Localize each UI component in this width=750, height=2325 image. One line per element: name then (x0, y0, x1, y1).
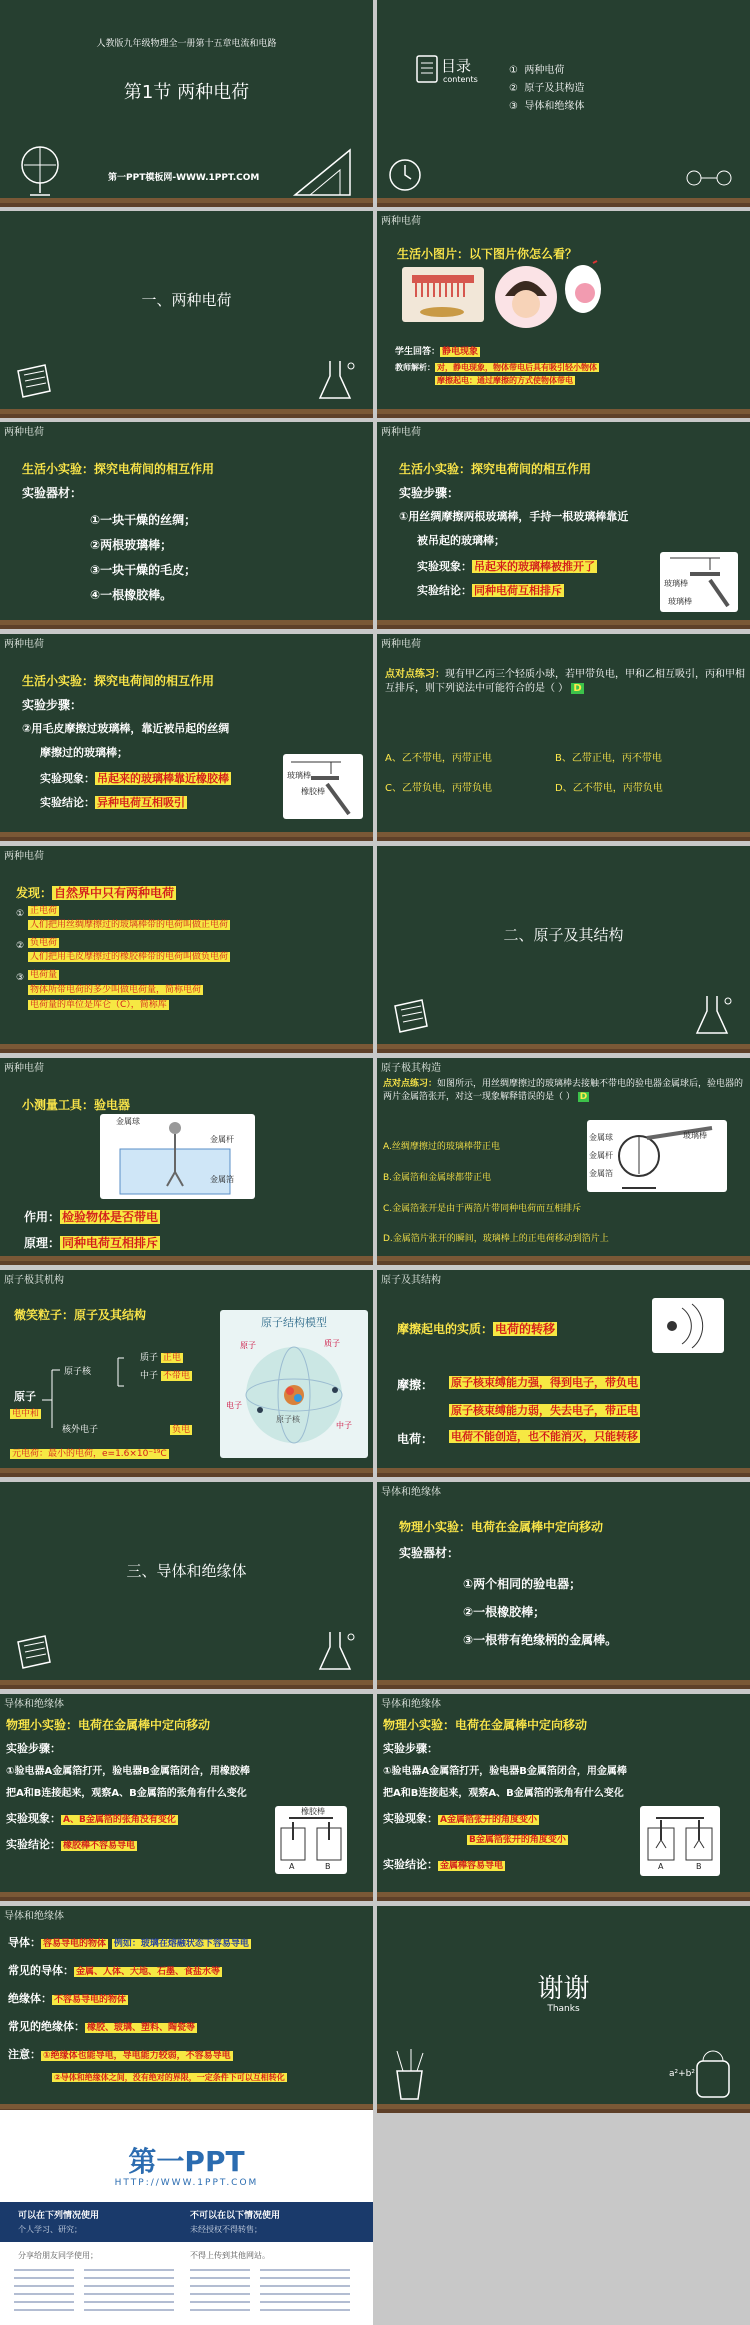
experiment-title: 物理小实验：电荷在金属棒中定向移动 (399, 1520, 604, 1534)
thanks-subtitle: Thanks (547, 2004, 580, 2014)
note-row: 注意： ①绝缘体也能导电，导电能力较弱，不容易导电 (8, 2048, 231, 2061)
svg-text:a²+b²: a²+b² (669, 2069, 695, 2079)
option-a[interactable]: A、乙不带电，丙带正电 (385, 753, 492, 764)
quiz-answer: D (573, 683, 582, 694)
question-title: 生活小图片：以下图片你怎么看？ (397, 247, 578, 261)
rub-label: 摩擦： (397, 1378, 434, 1392)
slide-9-discovery[interactable]: 两种电荷 发现： 自然界中只有两种电荷 ① 正电荷 人们把用丝绸摩擦过的玻璃棒带的电荷叫做正电荷 ② 负电荷 人们把用毛皮摩擦过的橡胶棒带的电荷叫做负电荷 ③ 电荷量 物体所带电荷的多少叫做电荷量，简称电荷 电荷量的单位是库仑（C），简称库 (0, 846, 373, 1053)
conclusion-row: 实验结论： 同种电荷互相排斥 (417, 584, 562, 597)
slide-tag: 导体和绝缘体 (381, 1487, 441, 1498)
slide-13-atom[interactable] (0, 1270, 373, 1477)
insulator-row: 绝缘体： 不容易导电的物体 (8, 1992, 127, 2005)
option-b[interactable]: B.金属箔和金属球都带正电 (383, 1173, 492, 1183)
slide-tag: 两种电荷 (381, 639, 421, 650)
toc-subtitle: contents (443, 75, 478, 84)
comb-photo (402, 267, 484, 322)
atom-label: 原子 (14, 1390, 36, 1403)
slide-16-materials[interactable] (377, 1482, 750, 1689)
electron-charge: 负电 (172, 1425, 191, 1435)
notebook-icon (10, 1632, 55, 1677)
atom-tree-lines (40, 1348, 140, 1428)
slide-tag: 导体和绝缘体 (4, 1699, 64, 1710)
principle-row: 原理： 同种电荷互相排斥 (24, 1236, 159, 1250)
common-insulators-row: 常见的绝缘体： 橡胶、玻璃、塑料、陶瓷等 (8, 2020, 196, 2033)
slide-10-section[interactable] (377, 846, 750, 1053)
slide-20-thanks[interactable] (377, 1906, 750, 2113)
footer-panel: 第一PPT HTTP://WWW.1PPT.COM 可以在下列情况使用 个人学习、研究； 不可以在以下情况使用 未经授权不得转售； 分享给朋友同学使用； 不得上传到其他网站。 (0, 2110, 373, 2325)
option-d[interactable]: D.金属箔片张开的瞬间，玻璃棒上的正电荷移动到箔片上 (383, 1234, 609, 1244)
function-row: 作用： 检验物体是否带电 (24, 1210, 159, 1224)
section-title: 二、原子及其结构 (503, 926, 624, 944)
pink-balloon-icon (563, 259, 605, 321)
step-1: ①验电器A金属箔打开，验电器B金属箔闭合，用金属棒 (383, 1766, 627, 1777)
charge-conservation: 电荷不能创造，也不能消灭，只能转移 (451, 1430, 638, 1443)
elementary-charge: 元电荷：最小的电荷，e=1.6×10⁻¹⁹C (12, 1449, 167, 1459)
step-2: ②用毛皮摩擦过玻璃棒，靠近被吊起的丝绸 (22, 722, 230, 735)
slide-8-quiz[interactable] (377, 634, 750, 841)
essence-row: 摩擦起电的实质： 电荷的转移 (397, 1322, 556, 1336)
negative-charge: 负电荷 人们把用毛皮摩擦过的橡胶棒带的电荷叫做负电荷 (30, 938, 229, 962)
electroscope-pair-figure: 橡胶棒 A B (275, 1806, 347, 1874)
conductor-row: 导体： 容易导电的物体 例如：玻璃在熔融状态下容易导电 (8, 1936, 249, 1949)
quiz-options (385, 744, 747, 804)
slide-6-repulsion[interactable] (377, 422, 750, 629)
step-1: ①验电器A金属箔打开，验电器B金属箔闭合，用橡胶棒 (6, 1766, 250, 1777)
charge-quantity: 电荷量 物体所带电荷的多少叫做电荷量，简称电荷 电荷量的单位是库仑（C），简称库 (30, 970, 202, 1010)
phenomenon-row: 实验现象： 吊起来的玻璃棒被推开了 (417, 560, 595, 573)
phenomenon-row: 实验现象： 吊起来的玻璃棒靠近橡胶棒 (40, 772, 229, 785)
electroscope-figure: 金属球 金属杆 金属箔 (100, 1114, 255, 1199)
nucleus-label: 原子核 (64, 1367, 92, 1377)
materials-list: ①一块干燥的丝绸； ②两根玻璃棒； ③一块干燥的毛皮； ④一根橡胶棒。 (90, 513, 197, 602)
rub-lose: 原子核束缚能力弱，失去电子，带正电 (451, 1404, 638, 1417)
experiment-title: 生活小实验：探究电荷间的相互作用 (22, 674, 215, 688)
slide-15-section[interactable] (0, 1482, 373, 1689)
slide-2-toc[interactable] (377, 0, 750, 207)
materials-label: 实验器材： (22, 486, 83, 500)
experiment-title: 物理小实验：电荷在金属棒中定向移动 (383, 1718, 588, 1732)
note-row-2: ②导体和绝缘体之间，没有绝对的界限，一定条件下可以互相转化 (54, 2073, 285, 2082)
slide-tag: 两种电荷 (4, 851, 44, 862)
option-c[interactable]: C.金属箔张开是由于两箔片带同种电荷而互相排斥 (383, 1204, 582, 1214)
option-c[interactable]: C、乙带负电，丙带负电 (385, 783, 492, 794)
backpack-icon (667, 2046, 737, 2101)
option-a[interactable]: A.丝绸摩擦过的玻璃棒带正电 (383, 1142, 500, 1152)
phenomenon-row: 实验现象： A金属箔张开的角度变小 (383, 1812, 537, 1825)
slide-4-pictures[interactable] (377, 211, 750, 418)
site-footer: 第一PPT模板网-WWW.1PPT.COM (108, 173, 260, 183)
toc-list (509, 62, 584, 116)
slide-tag: 导体和绝缘体 (381, 1699, 441, 1710)
triangle-ruler-icon (290, 140, 360, 200)
toc-item-3[interactable]: ③ 导体和绝缘体 (509, 101, 585, 112)
quiz-question: 点对点练习：如图所示，用丝绸摩擦过的玻璃棒去接触不带电的验电器金属球后，验电器的两片金属箔张开，对这一现象解释错误的是（ ） D (383, 1079, 744, 1102)
child-hair-photo (495, 266, 557, 328)
neutron-row: 中子 不带电 (140, 1371, 190, 1381)
steps-label: 实验步骤： (6, 1742, 61, 1755)
step-1b: 把A和B连接起来，观察A、B金属箔的张角有什么变化 (383, 1788, 624, 1799)
flask-icon (315, 356, 360, 406)
alarm-clock-icon (385, 150, 425, 195)
slide-5-materials[interactable] (0, 422, 373, 629)
flask-icon (315, 1627, 360, 1677)
quiz-answer: D (579, 1092, 588, 1102)
atom-neutral: 电中和 (12, 1409, 40, 1419)
slide-19-conductors[interactable] (0, 1906, 373, 2113)
slide-11-electroscope[interactable] (0, 1058, 373, 1265)
slide-tag: 原子极其机构 (4, 1275, 64, 1286)
license-header: 可以在下列情况使用 个人学习、研究； 不可以在以下情况使用 未经授权不得转售； (0, 2202, 373, 2242)
slide-tag: 两种电荷 (381, 427, 421, 438)
answer-value: 静电现象 (442, 347, 479, 357)
steps-label: 实验步骤： (383, 1742, 438, 1755)
steps-label: 实验步骤： (22, 698, 83, 712)
quiz-question: 点对点练习：现有甲乙丙三个轻质小球，若甲带负电，甲和乙相互吸引，丙和甲相互排斥，则下列说法中可能符合的是（ ） D (385, 669, 745, 694)
slide-12-quiz[interactable] (377, 1058, 750, 1265)
slide-18-metal-rod[interactable] (377, 1694, 750, 1901)
slide-tag: 原子及其结构 (381, 1275, 441, 1286)
slide-tag: 两种电荷 (4, 639, 44, 650)
answer-row: 学生回答： 静电现象 (395, 347, 479, 357)
electroscope-figure: 玻璃棒 金属球 金属杆 金属箔 (587, 1120, 727, 1192)
electroscope-pair-figure: A B (640, 1806, 720, 1876)
experiment-title: 生活小实验：探究电荷间的相互作用 (399, 462, 592, 476)
common-conductors-row: 常见的导体： 金属、人体、大地、石墨、食盐水等 (8, 1964, 221, 1977)
flask-icon (692, 991, 737, 1041)
atom-model-figure: 原子结构模型 质子 原子 原子核 中子 电子 (220, 1310, 368, 1458)
slide-17-rubber-rod[interactable] (0, 1694, 373, 1901)
slide-14-friction[interactable] (377, 1270, 750, 1477)
experiment-title: 生活小实验：探究电荷间的相互作用 (22, 462, 215, 476)
slide-3-section[interactable] (0, 211, 373, 418)
course-header: 人教版九年级物理全一册第十五章电流和电路 (96, 39, 277, 49)
notebook-icon (387, 996, 432, 1041)
notebook-icon (10, 361, 55, 406)
step-1: ①用丝绸摩擦两根玻璃棒，手持一根玻璃棒靠近 (399, 510, 629, 523)
slide-tag: 原子极其构造 (381, 1063, 441, 1074)
conclusion-row: 实验结论： 橡胶棒不容易导电 (6, 1838, 136, 1851)
step-1b: 把A和B连接起来，观察A、B金属箔的张角有什么变化 (6, 1788, 247, 1799)
atom-title: 微笑粒子：原子及其结构 (14, 1308, 147, 1322)
thanks-title: 谢谢 (537, 1974, 590, 2004)
slide-1-cover[interactable] (0, 0, 373, 207)
conclusion-row: 实验结论： 金属棒容易导电 (383, 1858, 504, 1871)
explain-row: 教师解析： 对，静电现象，物体带电后具有吸引轻小物体 摩擦起电：通过摩擦的方式使物体带电 (395, 363, 597, 385)
steps-label: 实验步骤： (399, 486, 460, 500)
brand-url[interactable]: HTTP://WWW.1PPT.COM (114, 2178, 259, 2188)
materials-label: 实验器材： (399, 1546, 460, 1560)
brand-logo: 第一PPT (128, 2145, 245, 2178)
document-icon (415, 54, 439, 84)
conclusion-row: 实验结论： 异种电荷互相吸引 (40, 796, 185, 809)
slide-tag: 两种电荷 (381, 216, 421, 227)
step-1b: 被吊起的玻璃棒； (417, 534, 505, 547)
toc-item-1[interactable]: ① 两种电荷 (509, 65, 565, 76)
globe-icon (12, 140, 72, 200)
electron-label: 核外电子 (62, 1425, 99, 1435)
charge-label: 电荷： (397, 1432, 434, 1446)
option-d[interactable]: D、乙不带电，丙带负电 (555, 783, 663, 794)
section-title: 一、两种电荷 (141, 291, 232, 309)
positive-charge: 正电荷 人们把用丝绸摩擦过的玻璃棒带的电荷叫做正电荷 (30, 906, 229, 930)
toc-item-2[interactable]: ② 原子及其构造 (509, 83, 585, 94)
slide-tag: 两种电荷 (4, 427, 44, 438)
step-2b: 摩擦过的玻璃棒； (40, 746, 128, 759)
materials-list: ①两个相同的验电器； ②一根橡胶棒； ③一根带有绝缘柄的金属棒。 (463, 1577, 618, 1647)
tool-title: 小测量工具：验电器 (22, 1098, 131, 1112)
slide-tag: 导体和绝缘体 (4, 1911, 64, 1922)
slide-tag: 两种电荷 (4, 1063, 44, 1074)
slide-title: 第1节 两种电荷 (123, 82, 250, 103)
section-title: 三、导体和绝缘体 (126, 1562, 247, 1580)
slide-7-attraction[interactable] (0, 634, 373, 841)
experiment-figure: 玻璃棒 橡胶棒 (283, 754, 363, 819)
electron-orbit-figure (652, 1298, 724, 1353)
discovery-row: 发现： 自然界中只有两种电荷 (16, 886, 175, 900)
option-b[interactable]: B、乙带正电，丙不带电 (555, 753, 662, 764)
rub-gain: 原子核束缚能力强，得到电子，带负电 (451, 1376, 638, 1389)
toc-title: 目录 (441, 57, 472, 75)
phenomenon-row: 实验现象： A、B金属箔的张角没有变化 (6, 1812, 176, 1825)
glasses-icon (682, 168, 742, 188)
experiment-figure: 玻璃棒 玻璃棒 (660, 552, 738, 612)
phenomenon-row-2: B金属箔张开的角度变小 (469, 1835, 566, 1845)
link-list-lines (14, 2266, 364, 2320)
pencil-cup-icon (387, 2046, 432, 2101)
proton-row: 质子 正电 (140, 1353, 181, 1363)
experiment-title: 物理小实验：电荷在金属棒中定向移动 (6, 1718, 211, 1732)
